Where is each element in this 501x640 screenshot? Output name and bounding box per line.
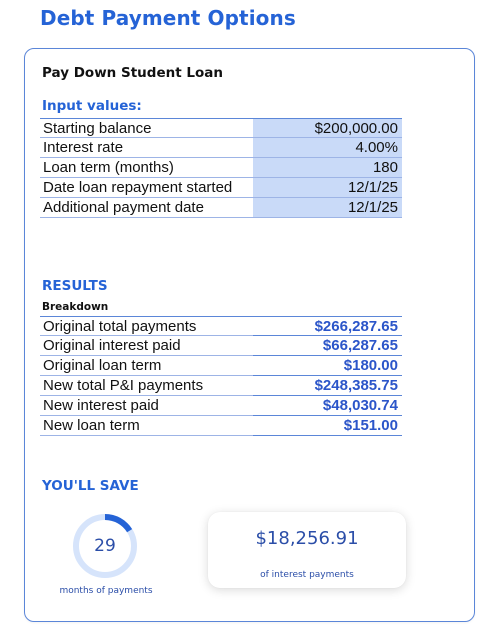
- input-values-label: Input values:: [42, 98, 142, 114]
- months-saved-donut: [72, 513, 138, 579]
- input-row-loan-term: [40, 158, 402, 178]
- results-table: [40, 316, 402, 436]
- result-row-new-loan-term: [40, 416, 402, 436]
- input-values-table: [40, 118, 402, 218]
- interest-savings-caption: of interest payments: [260, 570, 354, 580]
- result-row-original-interest-paid: [40, 336, 402, 356]
- months-saved-caption: months of payments: [59, 586, 153, 596]
- result-value: $48,030.74: [322, 397, 398, 414]
- result-label: New interest paid: [43, 397, 159, 414]
- interest-savings-amount: $18,256.91: [255, 528, 359, 549]
- result-value: $66,287.65: [322, 337, 398, 354]
- input-value[interactable]: 12/1/25: [347, 199, 398, 216]
- input-row-starting-balance: [40, 118, 402, 138]
- input-value[interactable]: 180: [372, 159, 398, 176]
- youll-save-label: YOU'LL SAVE: [42, 478, 139, 494]
- page-title: Debt Payment Options: [40, 6, 296, 30]
- interest-savings-card: [208, 512, 406, 588]
- result-label: Original loan term: [43, 357, 162, 374]
- results-label: RESULTS: [42, 278, 108, 294]
- input-label: Additional payment date: [43, 199, 204, 216]
- result-value: $180.00: [343, 357, 398, 374]
- input-row-repayment-start-date: [40, 178, 402, 198]
- input-label: Loan term (months): [43, 159, 174, 176]
- card-title: Pay Down Student Loan: [42, 65, 223, 81]
- input-value[interactable]: 12/1/25: [347, 179, 398, 196]
- input-value[interactable]: 4.00%: [355, 139, 398, 156]
- breakdown-label: Breakdown: [42, 301, 109, 313]
- input-row-interest-rate: [40, 138, 402, 158]
- result-label: New total P&I payments: [43, 377, 204, 394]
- result-label: Original total payments: [43, 318, 197, 335]
- months-saved-value: 29: [94, 536, 116, 556]
- input-row-additional-payment-date: [40, 198, 402, 218]
- result-label: Original interest paid: [43, 337, 181, 354]
- result-row-original-loan-term: [40, 356, 402, 376]
- input-value[interactable]: $200,000.00: [314, 120, 398, 137]
- result-row-new-interest-paid: [40, 396, 402, 416]
- input-label: Interest rate: [43, 139, 124, 156]
- result-value: $266,287.65: [314, 318, 398, 335]
- result-row-new-total-payments: [40, 376, 402, 396]
- input-label: Date loan repayment started: [43, 179, 233, 196]
- result-row-original-total-payments: [40, 316, 402, 336]
- result-value: $248,385.75: [314, 377, 398, 394]
- input-label: Starting balance: [43, 120, 152, 137]
- result-underline: [253, 435, 402, 437]
- result-value: $151.00: [343, 417, 398, 434]
- result-label: New loan term: [43, 417, 140, 434]
